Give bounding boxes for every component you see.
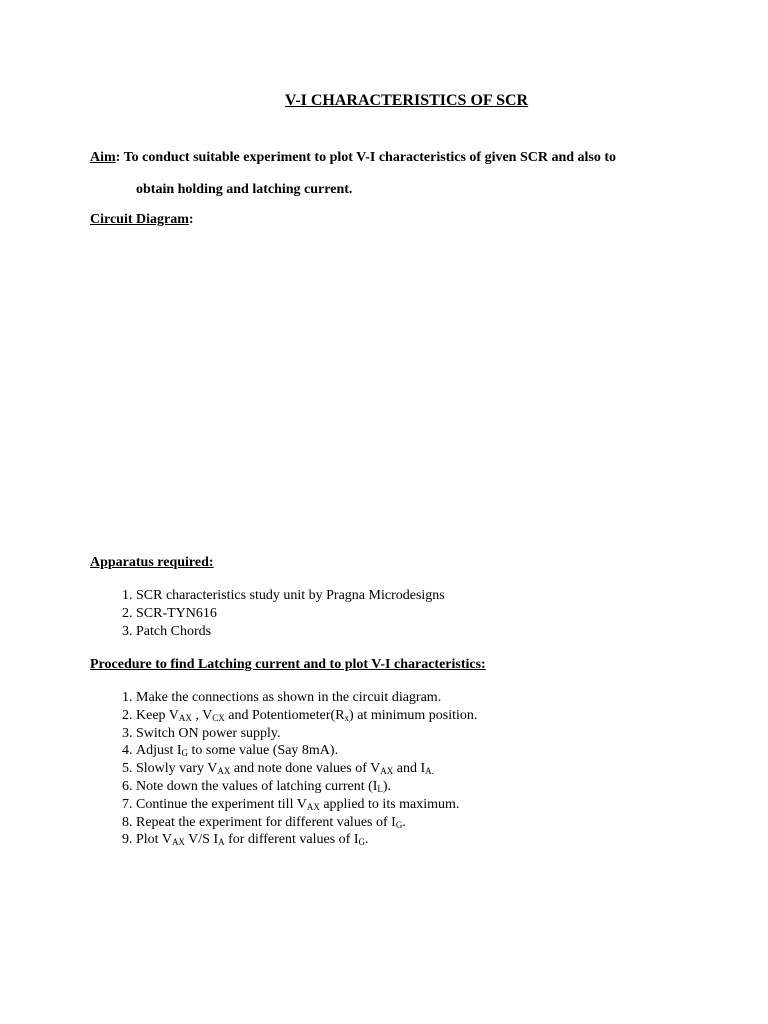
list-item: 9. Plot $V_{AX}$ V/S $I_A$ for different values of $I_G$. bbox=[136, 831, 477, 849]
aim-line: Aim: To conduct suitable experiment to plot V-I characteristics of given SCR and also to bbox=[90, 150, 617, 165]
list-item: 3. Switch ON power supply. bbox=[136, 725, 477, 743]
circuit-diagram-heading: Circuit Diagram: bbox=[90, 212, 194, 227]
aim-text: To conduct suitable experiment to plot V-I characteristics of given SCR and also to bbox=[120, 150, 617, 165]
page-title: V-I CHARACTERISTICS OF SCR bbox=[284, 92, 529, 109]
list-item: 1. Make the connections as shown in the circuit diagram. bbox=[136, 689, 477, 707]
circuit-diagram-area bbox=[90, 238, 680, 538]
list-item: 8. Repeat the experiment for different values of $I_G$. bbox=[136, 814, 477, 832]
list-item: 2. SCR-TYN616 bbox=[136, 605, 445, 623]
apparatus-list bbox=[109, 587, 445, 640]
list-item: 4. Adjust $I_G$ to some value (Say 8mA). bbox=[136, 742, 477, 760]
list-item: 5. Slowly vary $V_{AX}$ and note done values of $V_{AX}$ and $I_{A.}$ bbox=[136, 760, 477, 778]
aim-continuation: obtain holding and latching current. bbox=[136, 182, 353, 197]
procedure-heading: Procedure to find Latching current and to plot V-I characteristics: bbox=[90, 657, 486, 672]
list-item: 6. Note down the values of latching current $(I_L)$. bbox=[136, 778, 477, 796]
list-item: 7. Continue the experiment till $V_{AX}$ applied to its maximum. bbox=[136, 796, 477, 814]
aim-label: Aim bbox=[90, 150, 116, 165]
list-item: 1. SCR characteristics study unit by Pragna Microdesigns bbox=[136, 587, 445, 605]
list-item: 3. Patch Chords bbox=[136, 623, 445, 641]
procedure-list bbox=[109, 689, 477, 849]
apparatus-heading: Apparatus required: bbox=[90, 555, 214, 570]
list-item: 2. Keep $V_{AX}$ , $V_{CX}$ and $Potentiometer(R_x)$ at minimum position. bbox=[136, 707, 477, 725]
